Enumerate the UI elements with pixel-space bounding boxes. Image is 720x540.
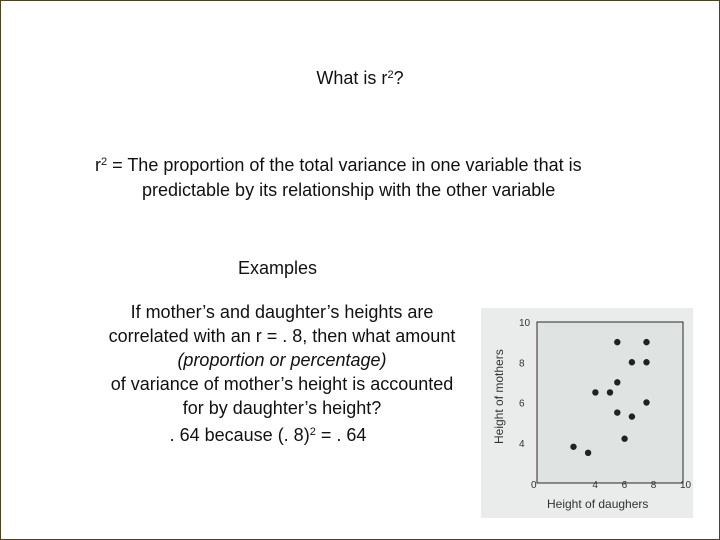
x-tick-label: 8 bbox=[650, 480, 657, 491]
title-superscript: 2 bbox=[387, 69, 394, 81]
title-text: What is r bbox=[316, 68, 388, 88]
slide-title bbox=[0, 68, 720, 89]
data-point bbox=[629, 359, 635, 365]
data-point bbox=[643, 339, 649, 345]
data-point bbox=[585, 450, 591, 456]
x-axis-label: Height of daughers bbox=[547, 497, 649, 511]
y-tick-label: 10 bbox=[519, 318, 531, 329]
y-tick-label: 4 bbox=[519, 438, 525, 450]
data-point bbox=[607, 389, 613, 395]
data-point bbox=[643, 399, 649, 405]
data-point bbox=[570, 444, 576, 450]
data-point bbox=[614, 379, 620, 385]
data-point bbox=[614, 339, 620, 345]
example-answer bbox=[84, 420, 480, 447]
example-line-5: for by daughter’s height? bbox=[182, 398, 382, 418]
example-line-4: of variance of mother’s height is accounted bbox=[110, 374, 454, 394]
data-point bbox=[592, 389, 598, 395]
y-tick-label: 6 bbox=[519, 398, 525, 410]
y-tick-labels bbox=[519, 318, 531, 450]
definition-line-2: predictable by its relationship with the other variable bbox=[142, 180, 556, 200]
answer-superscript: 2 bbox=[309, 426, 316, 438]
example-line-2: correlated with an r = . 8, then what amount bbox=[108, 326, 456, 346]
y-tick-label: 8 bbox=[519, 358, 525, 370]
x-tick-label: 6 bbox=[621, 480, 628, 491]
definition-r: r bbox=[95, 155, 101, 175]
examples-heading: Examples bbox=[238, 258, 318, 278]
definition-text bbox=[95, 150, 655, 203]
scatter-plot bbox=[481, 308, 693, 518]
data-point bbox=[621, 436, 627, 442]
data-point bbox=[614, 409, 620, 415]
example-line-1: If mother’s and daughter’s heights are bbox=[130, 302, 434, 322]
x-tick-label: 4 bbox=[592, 480, 598, 491]
definition-superscript: 2 bbox=[101, 156, 108, 168]
example-question bbox=[84, 300, 480, 447]
x-tick-label: 10 bbox=[680, 480, 692, 491]
definition-line-1: = The proportion of the total variance in one variable that is bbox=[107, 155, 582, 175]
answer-part-2: = . 64 bbox=[315, 425, 367, 445]
x-tick-label: 0 bbox=[531, 480, 537, 491]
title-question-mark: ? bbox=[393, 68, 404, 88]
example-line-3: (proportion or percentage) bbox=[177, 350, 387, 370]
y-axis-label: Height of mothers bbox=[492, 349, 506, 444]
data-point bbox=[629, 413, 635, 419]
answer-part-1: . 64 because (. 8) bbox=[169, 425, 310, 445]
data-point bbox=[643, 359, 649, 365]
plot-area bbox=[537, 322, 683, 483]
scatter-figure bbox=[481, 308, 693, 518]
